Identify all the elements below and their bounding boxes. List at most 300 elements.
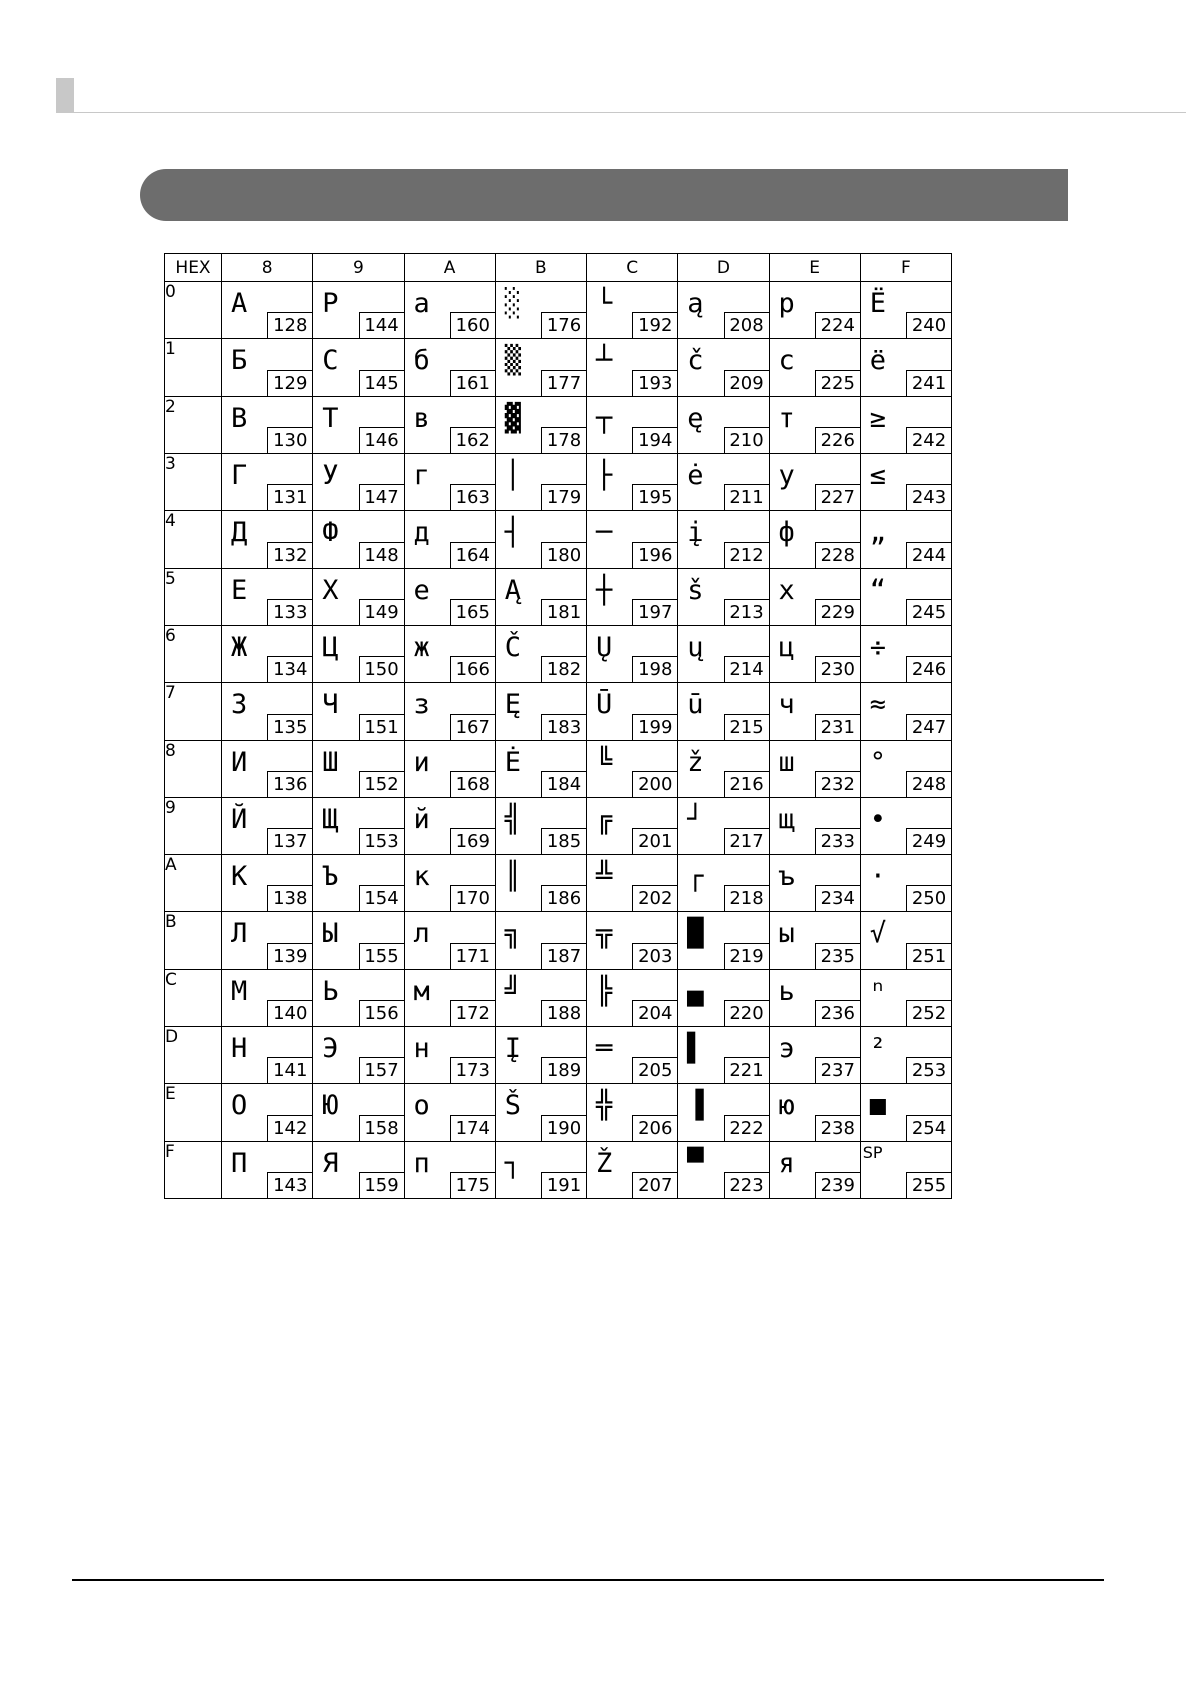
- decimal-code: 146: [359, 427, 404, 453]
- decimal-code: 148: [359, 542, 404, 568]
- char-cell: [313, 912, 404, 969]
- char-glyph: ┤: [504, 517, 522, 549]
- char-glyph: П: [231, 1147, 248, 1179]
- decimal-code: 172: [450, 1000, 495, 1026]
- char-cell: [860, 855, 951, 912]
- table-row: [165, 396, 952, 453]
- char-glyph: ║: [504, 861, 522, 893]
- char-cell: [678, 339, 769, 396]
- char-cell: [678, 969, 769, 1026]
- decimal-code: 226: [815, 427, 860, 453]
- char-cell: [404, 1084, 495, 1141]
- row-hex-label: 3: [165, 453, 222, 510]
- char-glyph: к: [413, 861, 430, 893]
- decimal-code: 168: [450, 771, 495, 797]
- table-row: [165, 282, 952, 339]
- char-cell: [769, 912, 860, 969]
- char-cell: [313, 282, 404, 339]
- decimal-code: 197: [632, 599, 677, 625]
- char-cell: [860, 683, 951, 740]
- char-cell: [860, 969, 951, 1026]
- char-glyph: Е: [231, 574, 248, 606]
- table-row: [165, 1141, 952, 1198]
- char-cell: [678, 453, 769, 510]
- char-cell: [222, 740, 313, 797]
- char-glyph: Į: [504, 1033, 522, 1065]
- row-hex-label: 8: [165, 740, 222, 797]
- decimal-code: 170: [450, 885, 495, 911]
- char-cell: [860, 511, 951, 568]
- row-hex-label: C: [165, 969, 222, 1026]
- char-glyph: ц: [778, 631, 795, 663]
- char-glyph: ≈: [869, 689, 887, 721]
- decimal-code: 144: [359, 312, 404, 338]
- decimal-code: 169: [450, 828, 495, 854]
- decimal-code: 227: [815, 484, 860, 510]
- decimal-code: 137: [267, 828, 312, 854]
- char-glyph: И: [231, 746, 248, 778]
- row-hex-label: E: [165, 1084, 222, 1141]
- char-cell: [222, 1141, 313, 1198]
- char-cell: [587, 912, 678, 969]
- char-glyph: Я: [322, 1147, 339, 1179]
- char-glyph: Д: [231, 517, 248, 549]
- decimal-code: 166: [450, 656, 495, 682]
- char-glyph: й: [413, 803, 430, 835]
- char-cell: [313, 969, 404, 1026]
- char-cell: [587, 855, 678, 912]
- decimal-code: 217: [724, 828, 769, 854]
- decimal-code: 128: [267, 312, 312, 338]
- char-glyph: Л: [231, 918, 248, 950]
- char-cell: [769, 855, 860, 912]
- char-glyph: ч: [778, 689, 795, 721]
- table-row: [165, 453, 952, 510]
- char-glyph: ░: [504, 288, 522, 319]
- char-glyph: ▒: [504, 345, 522, 377]
- header-rule: [74, 112, 1186, 113]
- char-cell: [769, 396, 860, 453]
- row-hex-label: F: [165, 1141, 222, 1198]
- char-cell: [404, 855, 495, 912]
- column-header: E: [769, 254, 860, 282]
- char-cell: [222, 282, 313, 339]
- char-glyph: ф: [778, 517, 795, 549]
- char-cell: [404, 1141, 495, 1198]
- char-cell: [313, 453, 404, 510]
- decimal-code: 204: [632, 1000, 677, 1026]
- decimal-code: 151: [359, 714, 404, 740]
- char-glyph: č: [687, 345, 704, 377]
- char-cell: [860, 625, 951, 682]
- char-cell: [222, 1084, 313, 1141]
- decimal-code: 203: [632, 943, 677, 969]
- char-glyph: ·: [869, 861, 887, 893]
- char-glyph: ≥: [869, 402, 887, 434]
- char-glyph: р: [778, 288, 795, 319]
- decimal-code: 253: [906, 1057, 951, 1083]
- footer-rule: [72, 1579, 1104, 1581]
- decimal-code: 236: [815, 1000, 860, 1026]
- char-glyph: З: [231, 689, 248, 721]
- decimal-code: 147: [359, 484, 404, 510]
- char-cell: [404, 568, 495, 625]
- char-glyph: √: [869, 918, 887, 950]
- decimal-code: 219: [724, 943, 769, 969]
- char-cell: [678, 1084, 769, 1141]
- char-cell: [495, 683, 586, 740]
- decimal-code: 235: [815, 943, 860, 969]
- decimal-code: 179: [541, 484, 586, 510]
- char-cell: [222, 855, 313, 912]
- row-hex-label: 7: [165, 683, 222, 740]
- table-row: [165, 969, 952, 1026]
- row-hex-label: D: [165, 1027, 222, 1084]
- decimal-code: 131: [267, 484, 312, 510]
- char-glyph: о: [413, 1090, 430, 1122]
- char-glyph: Č: [504, 631, 522, 663]
- hex-corner-header: HEX: [165, 254, 222, 282]
- char-cell: [587, 339, 678, 396]
- char-cell: [404, 797, 495, 854]
- char-glyph: └: [596, 288, 613, 319]
- char-cell: [313, 1027, 404, 1084]
- char-glyph: а: [413, 288, 430, 319]
- char-cell: [404, 453, 495, 510]
- decimal-code: 163: [450, 484, 495, 510]
- char-cell: [587, 1141, 678, 1198]
- char-cell: [678, 683, 769, 740]
- char-glyph: и: [413, 746, 430, 778]
- column-header: 8: [222, 254, 313, 282]
- char-cell: [313, 511, 404, 568]
- decimal-code: 210: [724, 427, 769, 453]
- char-cell: [769, 282, 860, 339]
- char-glyph: Б: [231, 345, 248, 377]
- char-glyph: Ė: [504, 746, 522, 778]
- char-glyph: ═: [596, 1033, 613, 1065]
- char-cell: [495, 625, 586, 682]
- decimal-code: 130: [267, 427, 312, 453]
- char-glyph: У: [322, 459, 339, 491]
- char-cell: [404, 396, 495, 453]
- char-glyph: ╦: [596, 918, 613, 950]
- char-cell: [587, 396, 678, 453]
- decimal-code: 138: [267, 885, 312, 911]
- decimal-code: 215: [724, 714, 769, 740]
- char-cell: [860, 1084, 951, 1141]
- char-cell: [495, 740, 586, 797]
- decimal-code: 233: [815, 828, 860, 854]
- char-glyph: ²: [869, 1033, 887, 1065]
- table-row: [165, 1027, 952, 1084]
- char-cell: [495, 568, 586, 625]
- char-cell: [678, 282, 769, 339]
- char-cell: [495, 1027, 586, 1084]
- decimal-code: 231: [815, 714, 860, 740]
- char-glyph: ė: [687, 459, 704, 491]
- decimal-code: 143: [267, 1172, 312, 1198]
- char-glyph: ▓: [504, 402, 522, 434]
- char-glyph: х: [778, 574, 795, 606]
- char-cell: [404, 282, 495, 339]
- char-cell: [495, 396, 586, 453]
- char-glyph: █: [687, 918, 704, 950]
- char-glyph: ę: [687, 402, 704, 434]
- decimal-code: 255: [906, 1172, 951, 1198]
- decimal-code: 157: [359, 1057, 404, 1083]
- char-cell: [404, 912, 495, 969]
- char-glyph: ю: [778, 1090, 795, 1122]
- char-glyph: з: [413, 689, 430, 721]
- decimal-code: 212: [724, 542, 769, 568]
- decimal-code: 181: [541, 599, 586, 625]
- decimal-code: 141: [267, 1057, 312, 1083]
- char-glyph: у: [778, 459, 795, 491]
- decimal-code: 167: [450, 714, 495, 740]
- char-glyph: ╝: [504, 975, 522, 1007]
- char-glyph: т: [778, 402, 795, 434]
- char-cell: [313, 797, 404, 854]
- char-cell: [222, 453, 313, 510]
- decimal-code: 238: [815, 1115, 860, 1141]
- char-glyph: Ž: [596, 1147, 613, 1179]
- char-glyph: ų: [687, 631, 704, 663]
- char-glyph: Ь: [322, 975, 339, 1007]
- table-row: [165, 855, 952, 912]
- table-row: [165, 339, 952, 396]
- char-glyph: А: [231, 288, 248, 319]
- char-cell: [313, 396, 404, 453]
- decimal-code: 159: [359, 1172, 404, 1198]
- decimal-code: 153: [359, 828, 404, 854]
- char-cell: [678, 740, 769, 797]
- char-glyph: б: [413, 345, 430, 377]
- char-cell: [222, 683, 313, 740]
- decimal-code: 245: [906, 599, 951, 625]
- char-cell: [860, 912, 951, 969]
- char-cell: [769, 453, 860, 510]
- decimal-code: 222: [724, 1115, 769, 1141]
- decimal-code: 162: [450, 427, 495, 453]
- row-hex-label: 4: [165, 511, 222, 568]
- char-glyph: ш: [778, 746, 795, 778]
- char-cell: [404, 683, 495, 740]
- char-cell: [769, 797, 860, 854]
- char-cell: [678, 855, 769, 912]
- decimal-code: 250: [906, 885, 951, 911]
- table-row: [165, 683, 952, 740]
- decimal-code: 240: [906, 312, 951, 338]
- char-glyph: ╔: [596, 803, 613, 835]
- row-hex-label: A: [165, 855, 222, 912]
- char-glyph: Ы: [322, 918, 339, 950]
- char-cell: [860, 339, 951, 396]
- decimal-code: 209: [724, 370, 769, 396]
- decimal-code: 221: [724, 1057, 769, 1083]
- char-cell: [769, 1141, 860, 1198]
- char-glyph: Ё: [869, 288, 887, 319]
- char-glyph: н: [413, 1033, 430, 1065]
- decimal-code: 165: [450, 599, 495, 625]
- char-glyph: Ж: [231, 631, 248, 663]
- decimal-code: 202: [632, 885, 677, 911]
- decimal-code: 175: [450, 1172, 495, 1198]
- decimal-code: 161: [450, 370, 495, 396]
- decimal-code: 129: [267, 370, 312, 396]
- char-glyph: Ę: [504, 689, 522, 721]
- char-cell: [313, 339, 404, 396]
- decimal-code: 191: [541, 1172, 586, 1198]
- column-header: D: [678, 254, 769, 282]
- char-glyph: “: [869, 574, 887, 606]
- table-row: [165, 511, 952, 568]
- decimal-code: 211: [724, 484, 769, 510]
- decimal-code: 254: [906, 1115, 951, 1141]
- decimal-code: 237: [815, 1057, 860, 1083]
- column-header: 9: [313, 254, 404, 282]
- char-glyph: в: [413, 402, 430, 434]
- decimal-code: 133: [267, 599, 312, 625]
- row-hex-label: 0: [165, 282, 222, 339]
- row-hex-label: 1: [165, 339, 222, 396]
- char-glyph: Ū: [596, 689, 613, 721]
- char-cell: [678, 568, 769, 625]
- char-glyph: д: [413, 517, 430, 549]
- char-cell: [769, 969, 860, 1026]
- char-cell: [222, 912, 313, 969]
- char-cell: [587, 1027, 678, 1084]
- decimal-code: 180: [541, 542, 586, 568]
- decimal-code: 140: [267, 1000, 312, 1026]
- decimal-code: 213: [724, 599, 769, 625]
- decimal-code: 186: [541, 885, 586, 911]
- decimal-code: 177: [541, 370, 586, 396]
- char-glyph: Ц: [322, 631, 339, 663]
- char-glyph: Э: [322, 1033, 339, 1065]
- decimal-code: 156: [359, 1000, 404, 1026]
- decimal-code: 216: [724, 771, 769, 797]
- char-glyph: Ю: [322, 1090, 339, 1122]
- char-cell: [678, 511, 769, 568]
- char-glyph: Ч: [322, 689, 339, 721]
- char-cell: [222, 1027, 313, 1084]
- char-cell: [678, 1027, 769, 1084]
- decimal-code: 145: [359, 370, 404, 396]
- decimal-code: 150: [359, 656, 404, 682]
- char-cell: [587, 1084, 678, 1141]
- decimal-code: 183: [541, 714, 586, 740]
- char-glyph: ь: [778, 975, 795, 1007]
- char-cell: [678, 797, 769, 854]
- char-glyph: Г: [231, 459, 248, 491]
- char-cell: [495, 1084, 586, 1141]
- char-cell: [769, 625, 860, 682]
- char-glyph: м: [413, 975, 430, 1007]
- decimal-code: 242: [906, 427, 951, 453]
- char-cell: [313, 568, 404, 625]
- decimal-code: 241: [906, 370, 951, 396]
- char-glyph: С: [322, 345, 339, 377]
- character-code-table: [164, 253, 952, 1199]
- char-glyph: ╠: [596, 975, 613, 1007]
- char-glyph: ÷: [869, 631, 887, 663]
- decimal-code: 135: [267, 714, 312, 740]
- table-row: [165, 797, 952, 854]
- row-hex-label: 6: [165, 625, 222, 682]
- char-cell: [587, 453, 678, 510]
- char-cell: [587, 282, 678, 339]
- char-glyph: Й: [231, 803, 248, 835]
- decimal-code: 195: [632, 484, 677, 510]
- char-glyph: ū: [687, 689, 704, 721]
- char-glyph: °: [869, 746, 887, 778]
- char-cell: [587, 797, 678, 854]
- char-glyph: Ą: [504, 574, 522, 606]
- char-cell: [404, 339, 495, 396]
- column-header: A: [404, 254, 495, 282]
- char-glyph: š: [687, 574, 704, 606]
- decimal-code: 176: [541, 312, 586, 338]
- char-cell: [404, 1027, 495, 1084]
- char-cell: [587, 568, 678, 625]
- char-glyph: ъ: [778, 861, 795, 893]
- char-glyph: ё: [869, 345, 887, 377]
- table-row: [165, 912, 952, 969]
- decimal-code: 246: [906, 656, 951, 682]
- char-glyph: ≤: [869, 459, 887, 491]
- char-cell: [860, 453, 951, 510]
- decimal-code: 164: [450, 542, 495, 568]
- decimal-code: 223: [724, 1172, 769, 1198]
- decimal-code: 136: [267, 771, 312, 797]
- decimal-code: 201: [632, 828, 677, 854]
- char-glyph: ╣: [504, 803, 522, 835]
- row-hex-label: 9: [165, 797, 222, 854]
- decimal-code: 196: [632, 542, 677, 568]
- table-row: [165, 625, 952, 682]
- char-glyph: Š: [504, 1090, 522, 1122]
- char-glyph: ą: [687, 288, 704, 319]
- char-cell: [495, 282, 586, 339]
- char-glyph: ┼: [596, 574, 613, 606]
- decimal-code: 248: [906, 771, 951, 797]
- decimal-code: 189: [541, 1057, 586, 1083]
- char-cell: [769, 568, 860, 625]
- char-glyph: į: [687, 517, 704, 549]
- decimal-code: 154: [359, 885, 404, 911]
- char-cell: [313, 625, 404, 682]
- char-glyph: е: [413, 574, 430, 606]
- char-cell: [495, 797, 586, 854]
- char-cell: [587, 625, 678, 682]
- char-glyph: ▐: [687, 1090, 704, 1122]
- decimal-code: 158: [359, 1115, 404, 1141]
- table-row: [165, 1084, 952, 1141]
- char-cell: [587, 740, 678, 797]
- char-cell: [313, 683, 404, 740]
- char-cell: [495, 339, 586, 396]
- decimal-code: 149: [359, 599, 404, 625]
- decimal-code: 232: [815, 771, 860, 797]
- char-glyph: Ф: [322, 517, 339, 549]
- char-glyph: „: [869, 517, 887, 549]
- char-glyph: │: [504, 459, 522, 491]
- column-header: C: [587, 254, 678, 282]
- decimal-code: 171: [450, 943, 495, 969]
- char-cell: [860, 1141, 951, 1198]
- char-glyph: я: [778, 1147, 795, 1179]
